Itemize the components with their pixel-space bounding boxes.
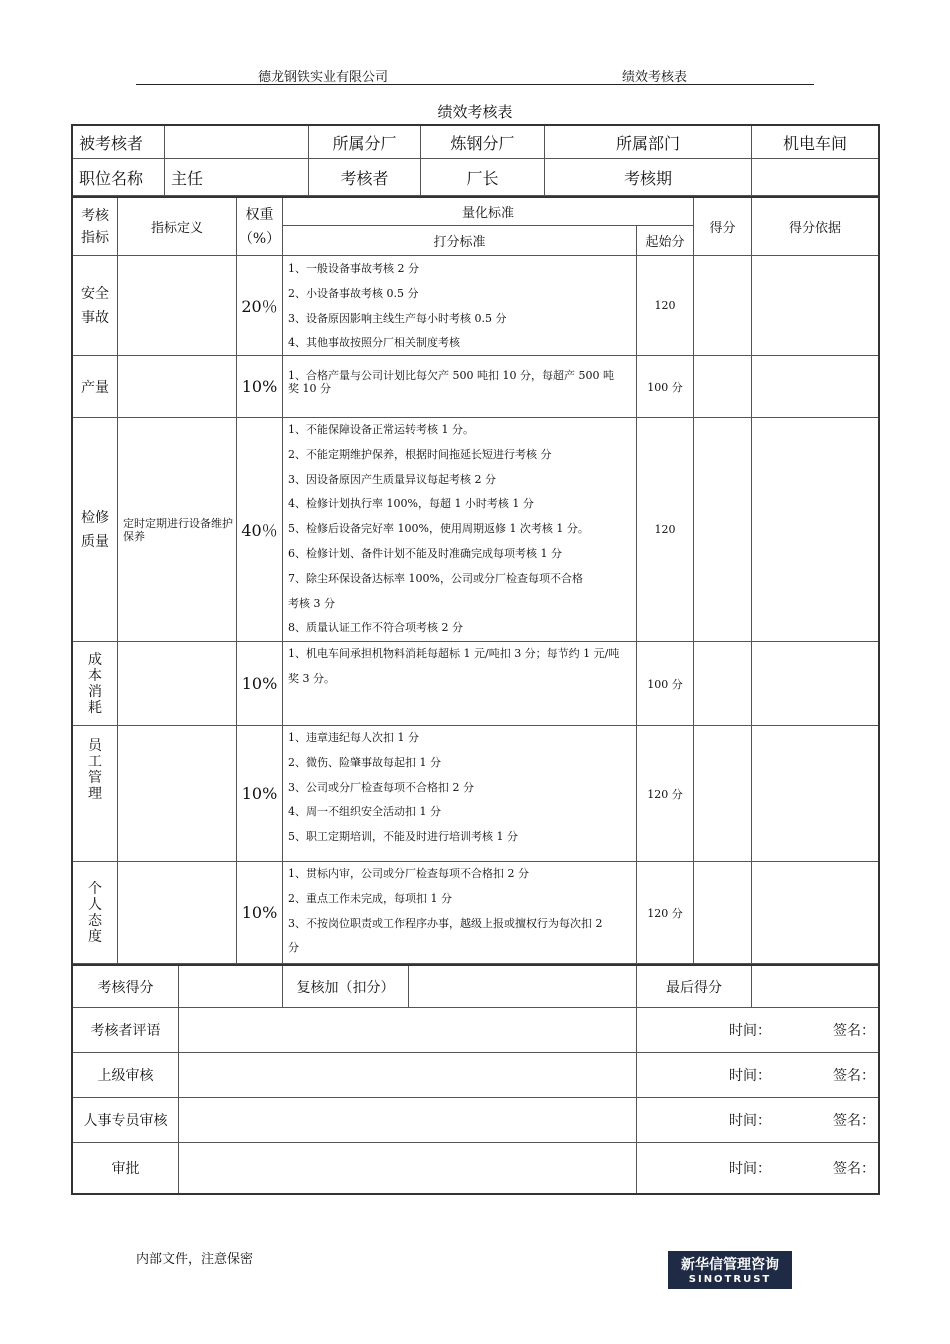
indicator-char: 耗 — [88, 699, 102, 716]
criteria-line: 3、设备原因影响主线生产每小时考核 0.5 分 — [288, 311, 507, 325]
approval-comment[interactable] — [179, 1098, 637, 1143]
row-criteria — [283, 862, 637, 964]
factory-label: 所属分厂 — [309, 126, 421, 159]
row-weight: 10% — [237, 642, 283, 726]
row-weight: 10% — [237, 356, 283, 418]
criteria-line: 8、质量认证工作不符合项考核 2 分 — [288, 621, 463, 635]
row-weight: 40％ — [237, 418, 283, 642]
approval-sign-area[interactable] — [637, 1053, 878, 1098]
row-definition — [118, 862, 237, 964]
logo-en-text: SINOTRUST — [688, 1274, 772, 1285]
score-value[interactable] — [179, 966, 283, 1008]
approval-sign-area[interactable] — [637, 1008, 878, 1053]
period-value[interactable] — [752, 159, 878, 196]
row-score[interactable] — [694, 256, 752, 356]
row-score[interactable] — [694, 418, 752, 642]
header-definition: 指标定义 — [118, 198, 237, 256]
criteria-line: 1、合格产量与公司计划比每欠产 500 吨扣 10 分，每超产 500 吨 — [288, 369, 614, 382]
criteria-line: 1、机电车间承担机物料消耗每超标 1 元/吨扣 3 分；每节约 1 元/吨 — [288, 647, 620, 660]
approval-time: 时间： — [729, 1023, 771, 1039]
criteria-line: 4、检修计划执行率 100%，每超 1 小时考核 1 分 — [288, 497, 534, 511]
examiner-value[interactable]: 厂长 — [421, 159, 545, 196]
approval-time: 时间： — [729, 1068, 771, 1084]
criteria-line: 4、周一不组织安全活动扣 1 分 — [288, 805, 441, 819]
criteria-line: 考核 3 分 — [288, 596, 335, 610]
row-criteria — [283, 256, 637, 356]
score-label: 考核得分 — [73, 966, 179, 1008]
approval-time: 时间： — [729, 1161, 771, 1177]
criteria-line: 1、不能保障设备正常运转考核 1 分。 — [288, 423, 474, 436]
approval-sign: 签名： — [833, 1161, 875, 1177]
examinee-value[interactable] — [165, 126, 309, 159]
header-rule — [136, 84, 814, 85]
approval-sign: 签名： — [833, 1113, 875, 1129]
header-basis: 得分依据 — [752, 198, 878, 256]
position-label: 职位名称 — [73, 159, 165, 196]
indicator-char: 工 — [88, 754, 102, 770]
row-score[interactable] — [694, 642, 752, 726]
row-indicator — [73, 418, 118, 642]
row-indicator — [73, 256, 118, 356]
criteria-line: 6、检修计划、备件计划不能及时准确完成每项考核 1 分 — [288, 546, 562, 560]
review-value[interactable] — [409, 966, 637, 1008]
row-weight: 10% — [237, 862, 283, 964]
indicator-char: 本 — [88, 667, 102, 684]
row-indicator — [73, 862, 118, 964]
row-start-score: 100 分 — [637, 642, 694, 726]
row-indicator — [73, 726, 118, 862]
header-doc-title: 绩效考核表 — [622, 70, 688, 85]
header-indicator — [73, 198, 118, 256]
criteria-line: 3、因设备原因产生质量异议每起考核 2 分 — [288, 472, 496, 486]
indicator-char: 员 — [88, 738, 102, 754]
header-start-score: 起始分 — [637, 226, 694, 256]
criteria-line: 3、不按岗位职责或工作程序办事，越级上报或擅权行为每次扣 2 — [288, 916, 603, 930]
criteria-line: 4、其他事故按照分厂相关制度考核 — [288, 336, 460, 350]
header-weight-line2: （%） — [238, 230, 281, 247]
row-basis[interactable] — [752, 642, 878, 726]
header-company: 德龙钢铁实业有限公司 — [258, 70, 389, 85]
final-label: 最后得分 — [637, 966, 752, 1008]
approval-time: 时间： — [729, 1113, 771, 1129]
review-label: 复核加（扣分） — [283, 966, 409, 1008]
criteria-line: 奖 10 分 — [288, 382, 331, 395]
row-basis[interactable] — [752, 356, 878, 418]
row-criteria — [283, 726, 637, 862]
row-basis[interactable] — [752, 418, 878, 642]
criteria-line: 2、小设备事故考核 0.5 分 — [288, 286, 419, 300]
factory-value[interactable]: 炼钢分厂 — [421, 126, 545, 159]
indicator-char: 态 — [88, 912, 102, 929]
period-label: 考核期 — [545, 159, 752, 196]
criteria-line: 2、微伤、险肇事故每起扣 1 分 — [288, 755, 441, 769]
indicator-char: 管 — [88, 770, 102, 786]
row-definition — [118, 356, 237, 418]
criteria-line: 奖 3 分。 — [288, 671, 335, 685]
approval-sign: 签名： — [833, 1068, 875, 1084]
indicator-line2: 质量 — [81, 533, 109, 550]
approval-sign-area[interactable] — [637, 1098, 878, 1143]
row-definition: 定时定期进行设备维护保养 — [118, 418, 237, 642]
row-indicator: 产量 — [73, 356, 118, 418]
row-weight: 10% — [237, 726, 283, 862]
header-quant: 量化标准 — [283, 198, 694, 226]
criteria-line: 3、公司或分厂检查每项不合格扣 2 分 — [288, 780, 474, 794]
dept-label: 所属部门 — [545, 126, 752, 159]
criteria-line: 2、重点工作未完成，每项扣 1 分 — [288, 891, 452, 905]
row-start-score: 120 分 — [637, 862, 694, 964]
dept-value[interactable]: 机电车间 — [752, 126, 878, 159]
row-indicator — [73, 642, 118, 726]
row-criteria — [283, 356, 637, 418]
indicator-char: 度 — [88, 928, 102, 945]
indicator-char: 理 — [88, 786, 102, 802]
row-start-score: 120 分 — [637, 726, 694, 862]
approval-comment[interactable] — [179, 1143, 637, 1193]
header-weight — [237, 198, 283, 256]
row-criteria — [283, 418, 637, 642]
criteria-line: 1、违章违纪每人次扣 1 分 — [288, 731, 419, 744]
approval-sign-area[interactable] — [637, 1143, 878, 1193]
sinotrust-logo — [668, 1251, 792, 1289]
confidential-note: 内部文件，注意保密 — [136, 1252, 254, 1267]
row-basis[interactable] — [752, 862, 878, 964]
row-start-score: 100 分 — [637, 356, 694, 418]
row-criteria — [283, 642, 637, 726]
row-basis[interactable] — [752, 726, 878, 862]
indicator-line2: 事故 — [81, 309, 109, 326]
indicator-line1: 检修 — [81, 509, 109, 526]
criteria-line: 5、职工定期培训，不能及时进行培训考核 1 分 — [288, 830, 518, 844]
approval-sign: 签名： — [833, 1023, 875, 1039]
criteria-line: 5、检修后设备完好率 100%，使用周期返修 1 次考核 1 分。 — [288, 522, 589, 536]
row-score[interactable] — [694, 356, 752, 418]
criteria-line: 2、不能定期维护保养，根据时间拖延长短进行考核 分 — [288, 447, 552, 461]
row-score[interactable] — [694, 862, 752, 964]
indicator-char: 个 — [88, 880, 102, 897]
header-scoring: 打分标准 — [283, 226, 637, 256]
indicator-char: 消 — [88, 683, 102, 700]
logo-cn-text: 新华信管理咨询 — [681, 1257, 779, 1273]
approval-label: 审批 — [73, 1143, 179, 1193]
criteria-line: 1、贯标内审，公司或分厂检查每项不合格扣 2 分 — [288, 867, 529, 880]
header-indicator-line1: 考核 — [81, 207, 109, 224]
row-start-score: 120 — [637, 256, 694, 356]
row-score[interactable] — [694, 726, 752, 862]
approval-label: 上级审核 — [73, 1053, 179, 1098]
approval-label: 人事专员审核 — [73, 1098, 179, 1143]
final-value[interactable] — [752, 966, 878, 1008]
row-start-score: 120 — [637, 418, 694, 642]
indicator-char: 成 — [88, 651, 102, 668]
approval-label: 考核者评语 — [73, 1008, 179, 1053]
header-score: 得分 — [694, 198, 752, 256]
criteria-line: 7、除尘环保设备达标率 100%，公司或分厂检查每项不合格 — [288, 571, 583, 585]
header-weight-line1: 权重 — [245, 206, 274, 223]
header-indicator-line2: 指标 — [81, 229, 109, 246]
examiner-label: 考核者 — [309, 159, 421, 196]
position-value[interactable]: 主任 — [165, 159, 309, 196]
row-definition — [118, 256, 237, 356]
page-title: 绩效考核表 — [437, 103, 513, 121]
criteria-line: 分 — [288, 941, 299, 955]
row-weight: 20％ — [237, 256, 283, 356]
indicator-char: 人 — [88, 896, 102, 913]
row-basis[interactable] — [752, 256, 878, 356]
examinee-label: 被考核者 — [73, 126, 165, 159]
row-definition — [118, 726, 237, 862]
row-definition — [118, 642, 237, 726]
criteria-line: 1、一般设备事故考核 2 分 — [288, 262, 419, 275]
indicator-line1: 安全 — [81, 285, 109, 302]
approval-comment[interactable] — [179, 1008, 637, 1053]
approval-comment[interactable] — [179, 1053, 637, 1098]
